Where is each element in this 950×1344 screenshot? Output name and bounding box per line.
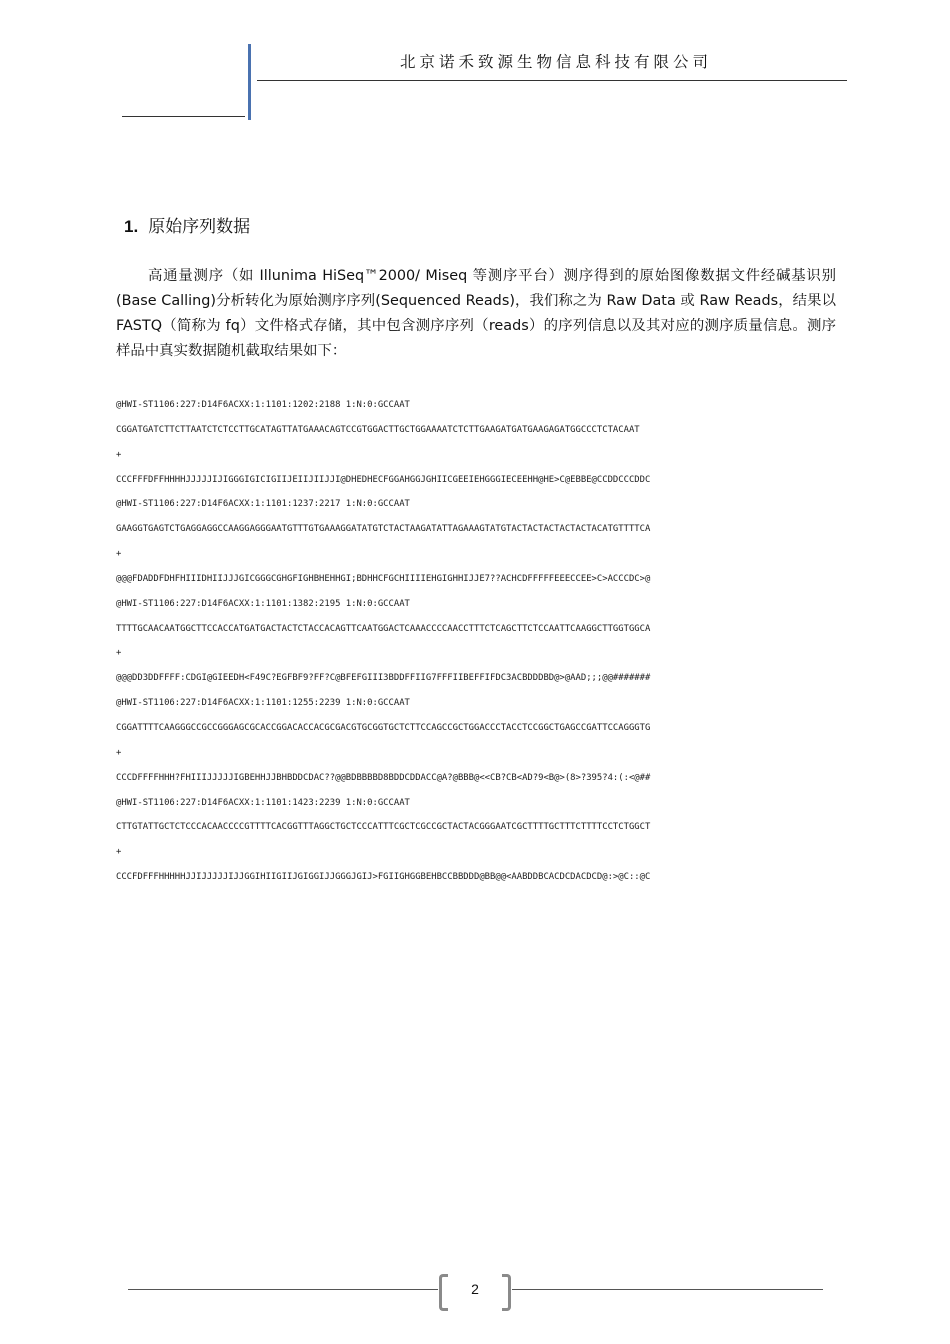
fastq-line: @HWI-ST1106:227:D14F6ACXX:1:1101:1237:2217 1:N:0:GCCAAT	[116, 499, 410, 510]
fastq-line: TTTTGCAACAATGGCTTCCACCATGATGACTACTCTACCACAGTTCAATGGACTCAAACCCCAACCTTTCTCAGCTTCTCCAATTCAAGGCTTGGTGGCA	[116, 623, 651, 634]
fastq-line: @HWI-ST1106:227:D14F6ACXX:1:1101:1202:2188 1:N:0:GCCAAT	[116, 400, 410, 410]
section-heading	[124, 212, 250, 237]
fastq-line: +	[116, 449, 122, 460]
fastq-line: CTTGTATTGCTCTCCCACAACCCCGTTTTCACGGTTTAGGCTGCTCCCATTTCGCTCGCCGCTACTACGGGAATCGCTTTTGCTTTCTTTTCCTCTGGCT	[116, 822, 651, 833]
fastq-line: CCCFDFFFHHHHHJJIJJJJJIJJGGIHIIGIIJGIGGIJJGGGJGIJ>FGIIGHGGBEHBCCBBDDD@BB@@<AABDDBCACDCDACDCD@:>@C::@C	[116, 872, 651, 883]
fastq-line: +	[116, 549, 122, 560]
fastq-line: +	[116, 747, 122, 758]
fastq-line: @HWI-ST1106:227:D14F6ACXX:1:1101:1255:2239 1:N:0:GCCAAT	[116, 698, 410, 709]
fastq-line: +	[116, 847, 122, 858]
fastq-line: @@@FDADDFDHFHIIIDHIIJJJGICGGGCGHGFIGHBHEHHGI;BDHHCFGCHIIIIEHGIGHHIJJE7??ACHCDFFFFFEEECCEE>C>ACCCDC>@	[116, 573, 651, 584]
page-number-left-bracket	[439, 1274, 448, 1311]
fastq-line: @HWI-ST1106:227:D14F6ACXX:1:1101:1423:2239 1:N:0:GCCAAT	[116, 797, 410, 808]
page-number: 2	[471, 1281, 479, 1297]
fastq-line: @@@DD3DDFFFF:CDGI@GIEEDH<F49C?EGFBF9?FF?C@BFEFGIII3BDDFFIIG7FFFIIBEFFIFDC3ACBDDDBD@>@AAD;;;@@#######	[116, 673, 651, 684]
fastq-line: GAAGGTGAGTCTGAGGAGGCCAAGGAGGGAATGTTTGTGAAAGGATATGTCTACTAAGATATTAGAAAGTATGTACTACTACTACTACTACATGTTTTCA	[116, 524, 651, 535]
header-right-rule	[257, 80, 847, 81]
body-paragraph: 高通量测序（如 Illunima HiSeq™2000/ Miseq 等测序平台）测序得到的原始图像数据文件经碱基识别(Base Calling)分析转化为原始测序序列(Sequenced Reads)，我们称之为 Raw Data 或 Raw Reads，结果以 FASTQ（简称为 fq）文件格式存储，其中包含测序序列（reads）的序列信息以及其对应的测序质量信息。测序样品中真实数据随机截取结果如下：	[116, 268, 836, 359]
fastq-block	[116, 395, 841, 892]
fastq-line: CGGATGATCTTCTTAATCTCTCCTTGCATAGTTATGAAACAGTCCGTGGACTTGCTGGAAAATCTCTTGAAGATGATGAAGAGATGGCCCTCTACAAT	[116, 424, 640, 435]
section-title: 原始序列数据	[148, 217, 251, 237]
fastq-line: CCCDFFFFHHH?FHIIIJJJJJIGBEHHJJBHBDDCDAC??@@BDBBBBD8BDDCDDACC@A?@BBB@<<CB?CB<AD?9<B@>(8>?395?4:(:<@##	[116, 772, 651, 783]
header-left-rule	[122, 116, 245, 117]
header-accent-bar	[248, 44, 251, 120]
fastq-line: @HWI-ST1106:227:D14F6ACXX:1:1101:1382:2195 1:N:0:GCCAAT	[116, 598, 410, 609]
page-number-right-bracket	[502, 1274, 511, 1311]
fastq-line: CGGATTTTCAAGGGCCGCCGGGAGCGCACCGGACACCACGCGACGTGCGGTGCTCTTCCAGCCGCTGGACCCTACCTCCGGCTGAGCCGATTCCAGGGTG	[116, 722, 651, 733]
footer-left-rule	[128, 1289, 438, 1290]
company-name: 北京诺禾致源生物信息科技有限公司	[400, 53, 713, 71]
footer-right-rule	[512, 1289, 823, 1290]
section-number: 1.	[124, 217, 139, 236]
fastq-line: +	[116, 648, 122, 659]
fastq-line: CCCFFFDFFHHHHJJJJJIJIGGGIGICIGIIJEIIJIIJJI@DHEDHECFGGAHGGJGHIICGEEIEHGGGIECEEHH@HE>C@EBBE@CCDDCCCDDC	[116, 474, 651, 485]
